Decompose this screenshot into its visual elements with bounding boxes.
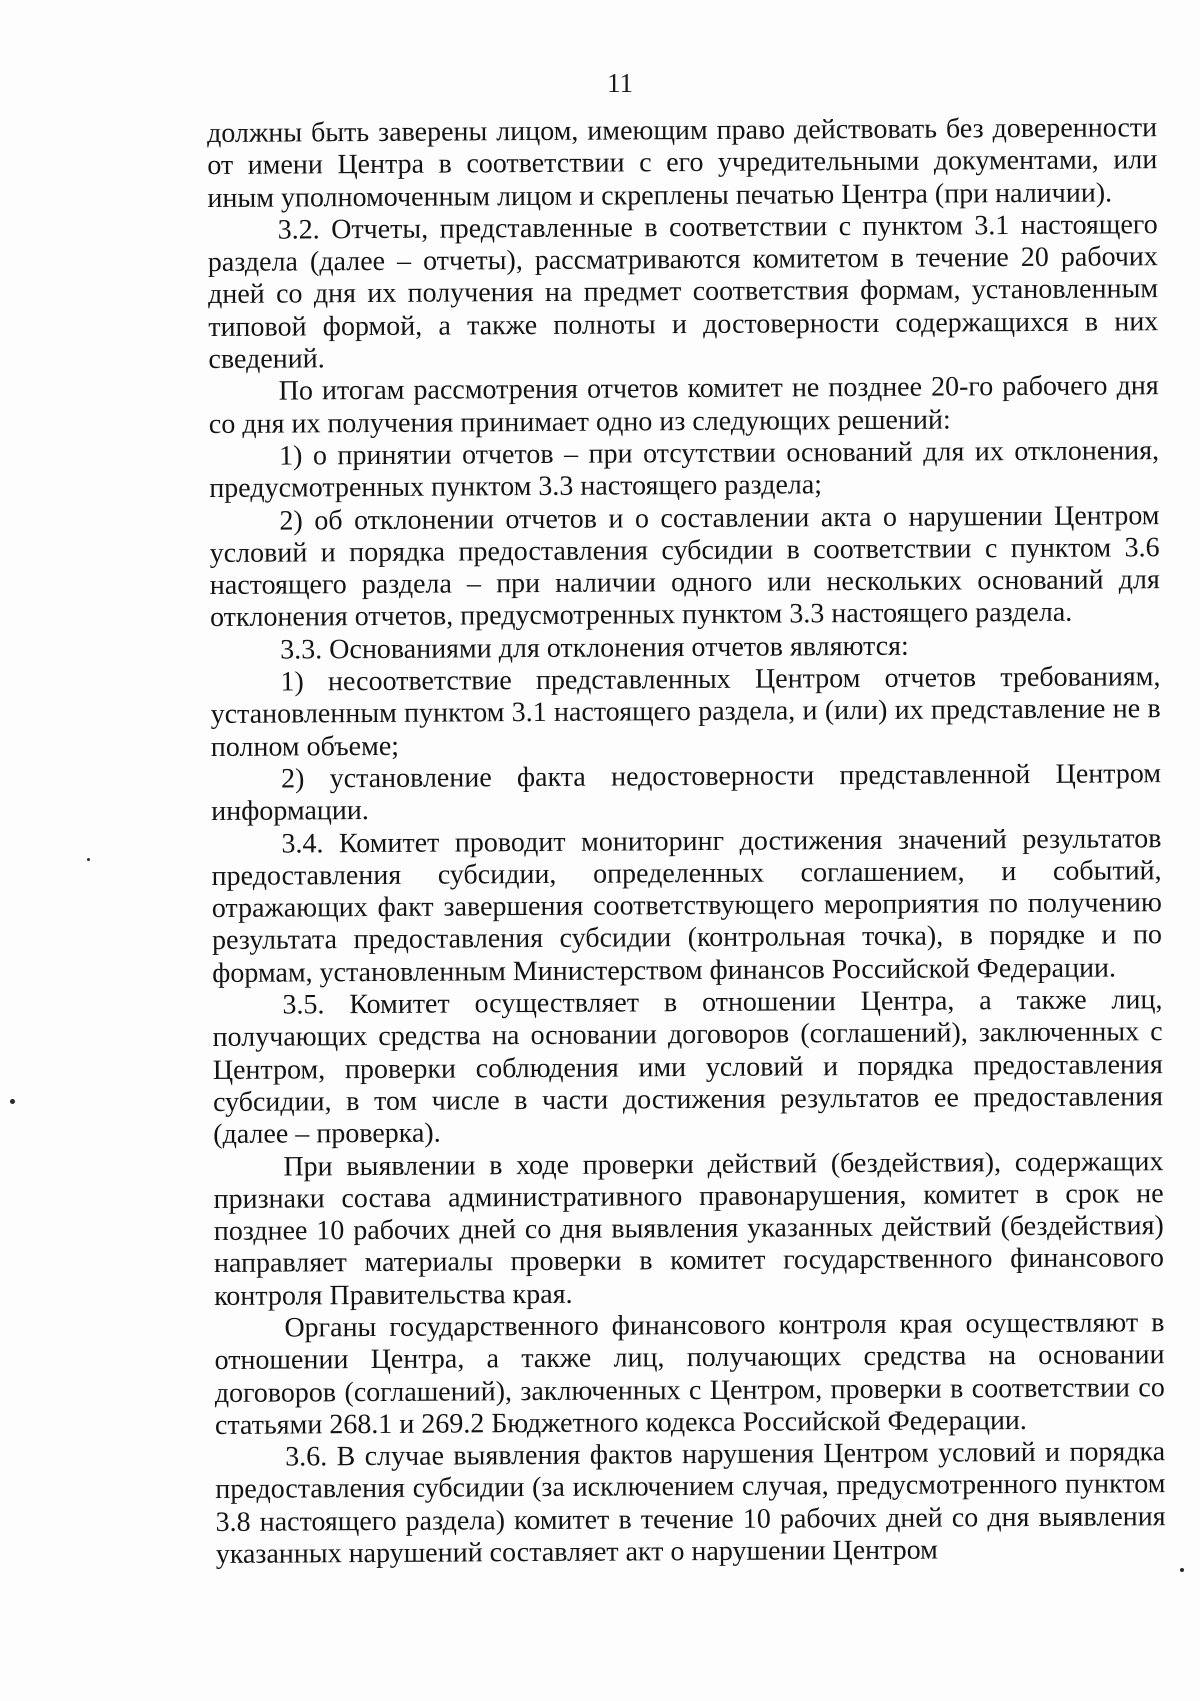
paragraph: 3.6. В случае выявления фактов нарушения Центром условий и порядка предоставления субсидии (за исключением случая, предусмотренного пунктом 3.8 настоящего раздела) комитет в течение 10 рабочих дней со дня выявления указанных нарушений составляет акт о нарушении Центром [215,1436,1166,1571]
paragraph: Органы государственного финансового контроля края осуществляют в отношении Центра, а также лиц, получающих средства на основании договоров (соглашений), заключенных с Центром, проверки в соответствии со статьями 268.1 и 269.2 Бюджетного кодекса Российской Федерации. [214,1307,1165,1441]
paragraph: 1) несоответствие представленных Центром отчетов требованиям, установленным пунктом 3.1 настоящего раздела, и (или) их представление не в полном объеме; [210,661,1161,763]
paragraph: 3.2. Отчеты, представленные в соответствии с пунктом 3.1 настоящего раздела (далее – отчеты), рассматриваются комитетом в течение 20 рабочих дней со дня их получения на предмет соответствия формам, установленным типовой формой, а также полноты и достоверности содержащихся в них сведений. [207,209,1159,376]
paragraph: должны быть заверены лицом, имеющим право действовать без доверенности от имени Центра в соответствии с его учредительными документами, или иным уполномоченным лицом и скреплены печатью Центра (при наличии). [207,112,1158,214]
page-number: 11 [607,68,633,98]
paragraph: 2) установление факта недостоверности представленной Центром информации. [211,758,1162,828]
paragraph: По итогам рассмотрения отчетов комитет не позднее 20-го рабочего дня со дня их получения принимает одно из следующих решений: [208,370,1159,440]
paragraph: 2) об отклонении отчетов и о составлении акта о нарушении Центром условий и порядка предоставления субсидии в соответствии с пунктом 3.6 настоящего раздела – при наличии одного или нескольких оснований для отклонения отчетов, предусмотренных пунктом 3.3 настоящего раздела. [209,499,1160,634]
paragraph: 3.4. Комитет проводит мониторинг достижения значений результатов предоставления субсидии, определенных соглашением, и событий, отражающих факт завершения соответствующего мероприятия по получению результата предоставления субсидии (контрольная точка), в порядке и по формам, установленным Министерством финансов Российской Федерации. [211,822,1163,989]
document-body [207,112,1166,1571]
scan-speck [87,858,90,861]
paragraph: 1) о принятии отчетов – при отсутствии оснований для их отклонения, предусмотренных пунктом 3.3 настоящего раздела; [209,435,1160,505]
paragraph: При выявлении в ходе проверки действий (бездействия), содержащих признаки состава административного правонарушения, комитет в срок не позднее 10 рабочих дней со дня выявления указанных действий (бездействия) направляет материалы проверки в комитет государственного финансового контроля Правительства края. [213,1145,1165,1312]
paragraph: 3.5. Комитет осуществляет в отношении Центра, а также лиц, получающих средства на основании договоров (соглашений), заключенных с Центром, проверки соблюдения ими условий и порядка предоставления субсидии, в том числе в части достижения результатов ее предоставления (далее – проверка). [212,984,1164,1151]
paragraph: 3.3. Основаниями для отклонения отчетов являются: [280,630,909,666]
scan-speck [10,1099,15,1104]
scan-speck [1180,1568,1184,1572]
